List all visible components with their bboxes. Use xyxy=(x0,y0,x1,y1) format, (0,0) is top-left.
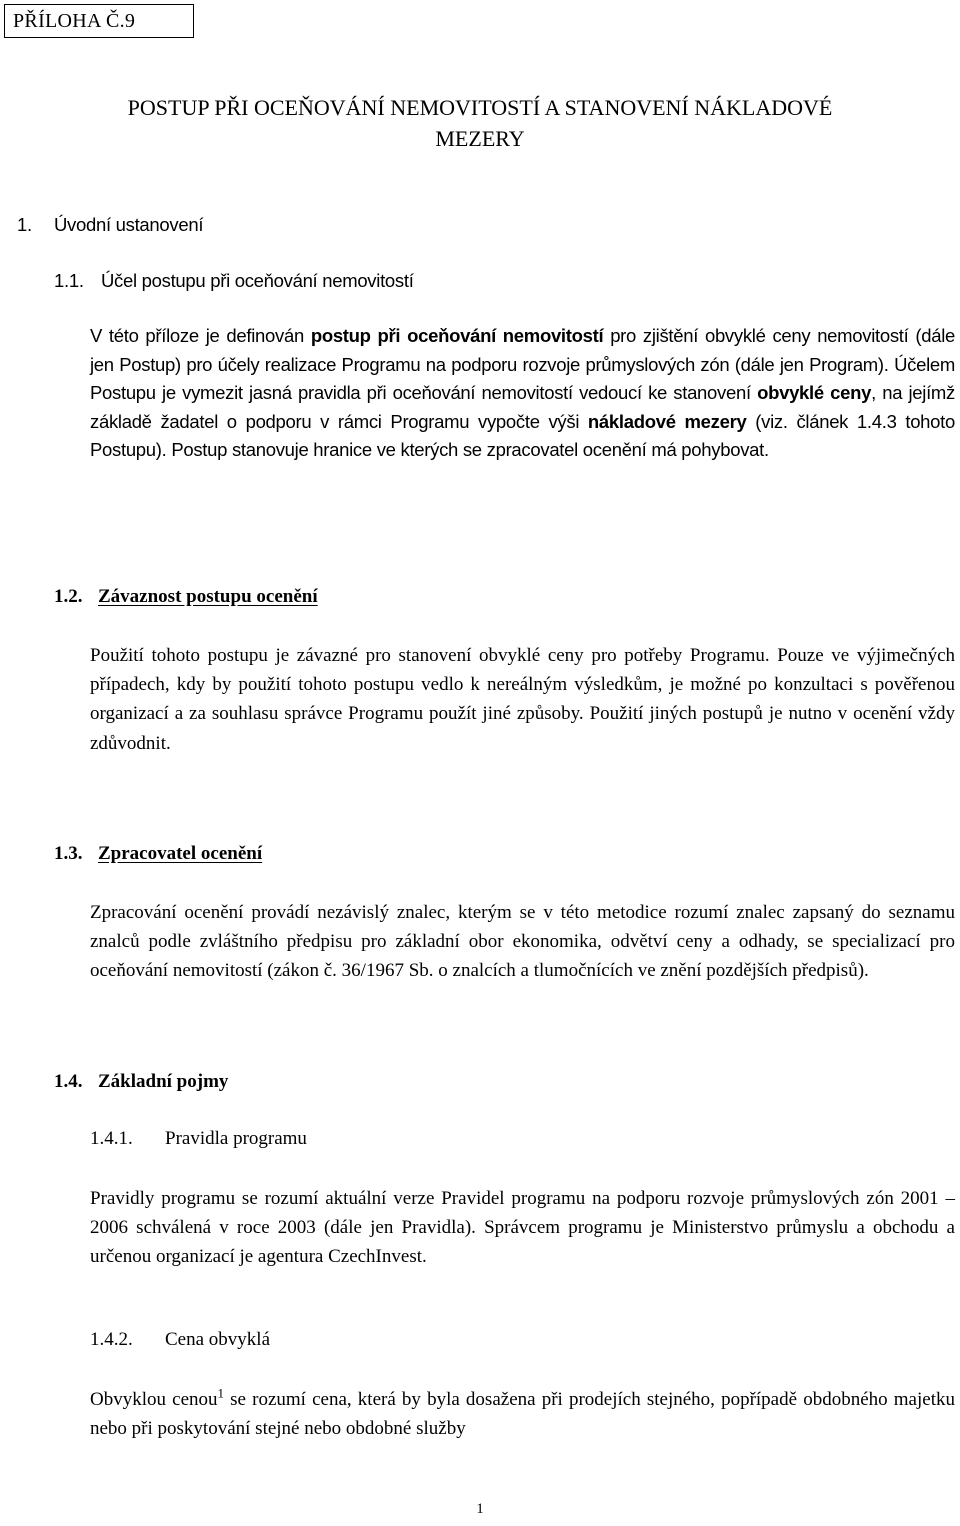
section-1-2-number: 1.2. xyxy=(54,586,83,607)
section-1-4-2-paragraph: Obvyklou cenou$^1$ se rozumí cena, která by byla dosažena při prodejích stejného, popřípadě obdobného majetku nebo při poskytování stejné nebo obdobné služby xyxy=(90,1385,955,1440)
section-1-1-number: 1.1. xyxy=(54,270,84,291)
section-1-number: 1. xyxy=(17,214,32,235)
section-1-title: Úvodní ustanovení xyxy=(54,214,204,235)
section-1-3-title: Zpracovatel ocenění xyxy=(98,843,263,864)
footnote-reference: 1 xyxy=(217,1385,225,1401)
document-title-line2: MEZERY xyxy=(435,126,525,151)
section-1-4-1-title: Pravidla programu xyxy=(165,1128,307,1149)
annex-label: PŘÍLOHA Č.9 xyxy=(4,4,194,38)
section-1-2-title: Závaznost postupu ocenění xyxy=(98,586,318,607)
section-1-4-number: 1.4. xyxy=(54,1071,83,1092)
document-title-line1: POSTUP PŘI OCEŇOVÁNÍ NEMOVITOSTÍ A STANOVENÍ NÁKLADOVÉ xyxy=(127,95,833,120)
section-1-4-title: Základní pojmy xyxy=(98,1071,229,1092)
section-1-4-1-number: 1.4.1. xyxy=(90,1128,133,1149)
section-1-3-number: 1.3. xyxy=(54,843,83,864)
page-number: 1 xyxy=(476,1501,484,1517)
section-1-1-paragraph: V této příloze je definován postup při oceňování nemovitostí pro zjištění obvyklé ceny nemovitostí (dále jen Postup) pro účely realizace Programu na podporu rozvoje průmyslových zón (dále jen Program). Účelem Postupu je vymezit jasná pravidla při oceňování nemovitostí vedoucí ke stanovení obvyklé ceny, na jejímž základě žadatel o podporu v rámci Programu vypočte výši nákladové mezery (viz. článek 1.4.3 tohoto Postupu). Postup stanovuje hranice ve kterých se zpracovatel ocenění má pohybovat. xyxy=(90,325,955,461)
section-1-1-title: Účel postupu při oceňování nemovitostí xyxy=(101,270,414,291)
section-1-3-paragraph: Zpracování ocenění provádí nezávislý znalec, kterým se v této metodice rozumí znalec zapsaný do seznamu znalců podle zvláštního předpisu pro základní obor ekonomika, odvětví ceny a odhady, se specializací pro oceňování nemovitostí (zákon č. 36/1967 Sb. o znalcích a tlumočnících ve znění pozdějších předpisů). xyxy=(90,902,955,982)
section-1-2-paragraph: Použití tohoto postupu je závazné pro stanovení obvyklé ceny pro potřeby Programu. Pouze ve výjimečných případech, kdy by použití tohoto postupu vedlo k nereálným výsledkům, je možné po konzultaci s pověřenou organizací a za souhlasu správce Programu použít jiné způsoby. Použití jiných postupů je nutno v ocenění vždy zdůvodnit. xyxy=(90,645,955,754)
section-1-4-1-paragraph: Pravidly programu se rozumí aktuální verze Pravidel programu na podporu rozvoje průmyslových zón 2001 – 2006 schválená v roce 2003 (dále jen Pravidla). Správcem programu je Ministerstvo průmyslu a obchodu a určenou organizací je agentura CzechInvest. xyxy=(90,1188,955,1268)
section-1-4-2-number: 1.4.2. xyxy=(90,1329,133,1350)
section-1-4-2-title: Cena obvyklá xyxy=(165,1329,271,1350)
